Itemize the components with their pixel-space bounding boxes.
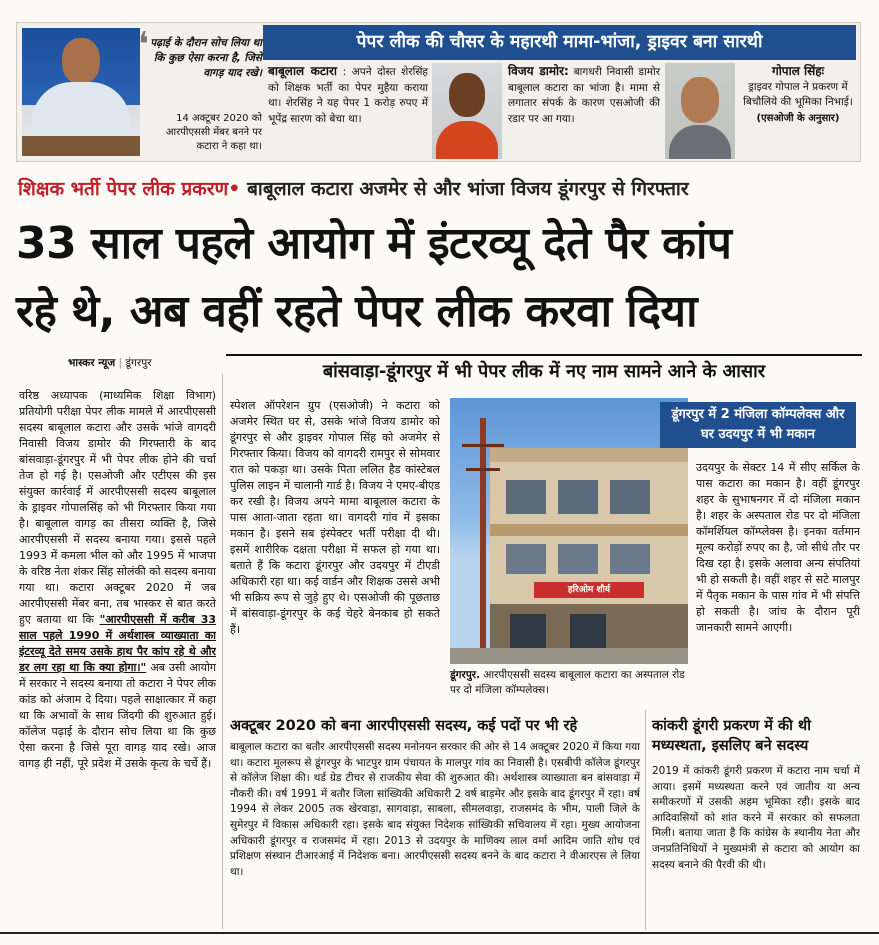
col1-paragraph: अब उसी आयोग में सरकार ने सदस्य बनाया तो कटारा ने पेपर लीक कांड को अंजाम दे दिया। पहले साक्षात्कार में कहा था कि अभावों के साथ जिंदगी की शुरुआत हुई। कॉलेज पढ़ाई के दौरान सोच लिया था कि कुछ ऐसा करना है जिसे पूरा वागड़ याद रखे। आज वागड़ ही नहीं, पूरे प्रदेश में उसके कृत्य के चर्चे हैं। <box>19 661 216 770</box>
pull-quote: "आरपीएससी में करीब 33 साल पहले 1990 में अर्थशास्त्र व्याख्याता का इंटरव्यू देते समय उसके हाथ पैर कांप रहे थे और डर लग रहा था कि क्या होगा।" <box>19 613 216 674</box>
gopal-photo <box>665 63 735 159</box>
building-photo <box>450 398 688 664</box>
sub-headline: बांसवाड़ा-डूंगरपुर में भी पेपर लीक में नए नाम सामने आने के आसार <box>226 354 862 388</box>
profile-text: अपने दोस्त शेरसिंह को शिक्षक भर्ती का पेपर मुहैया कराया था। शेरसिंह ने यह पेपर 1 करोड़ रुपए में भूपेंद्र सारण को बेचा था। <box>268 66 428 125</box>
box1-text: बाबूलाल कटारा का बतौर आरपीएससी सदस्य मनोनयन सरकार की ओर से 14 अक्टूबर 2020 में किया गया था। कटारा मूलरूप से डूंगरपुर के भाटपुर ग्राम पंचायत के मालपुर गांव का निवासी है। एसबीपी कॉलेज डूंगरपुर से कॉलेज शिक्षा की। थर्ड ग्रेड टीचर से राजकीय सेवा की शुरुआत की। अर्थशास्त्र व्याख्याता बन बांसवाड़ा में नौकरी की। वर्ष 1991 में बतौर जिला सांख्यिकी अधिकारी 2 वर्ष बाड़मेर और इसके बाद डूंगरपुर में रहा। वर्ष 1994 से लेकर 2005 तक खेरवाड़ा, सागवाड़ा, साबला, सीमलवाड़ा, राजसमंद के भीम, पाली जिले के सुमेरपुर में विकास अधिकारी रहा। इसके बाद संयुक्त निदेशक सांख्यिकी सचिवालय में रहा। मुख्य आयोजना अधिकारी डूंगरपुर व राजसमंद में रहा। 2013 से उदयपुर के माणिक्य लाल वर्मा आदिम जाति शोध एवं प्रशिक्षण संस्थान टीआरआई में निदेशक बना। आरपीएससी सदस्य बनने के बाद कटारा ने वीआरएस ले लिया था। <box>230 741 640 878</box>
right-col-article: उदयपुर के सेक्टर 14 में सीए सर्किल के पास कटारा का मकान है। वहीं डूंगरपुर शहर के सुभाषनगर में दो मंजिला मकान है। शहर के अस्पताल रोड पर दो मंजिला कॉमर्शियल कॉम्प्लेक्स है। इनका वर्तमान मूल्य करोड़ों रुपए का है, जो सीधे तौर पर दिख रहा है। इसके अलावा अन्य संपतियां भी हो सकती है। वहीं शहर से सटे मालपुर में पैतृक मकान के पास गांव में भी संपत्ति हो सकती है। जांच के दौरान पूरी जानकारी सामने आएगी। <box>696 461 860 634</box>
profile-babulal: बाबूलाल कटारा : अपने दोस्त शेरसिंह को शिक्षक भर्ती का पेपर मुहैया कराया था। शेरसिंह ने यह पेपर 1 करोड़ रुपए में भूपेंद्र सारण को बेचा था। <box>268 64 428 125</box>
kicker-label: शिक्षक भर्ती पेपर लीक प्रकरण <box>18 178 229 200</box>
profile-name: गोपाल सिंहः <box>771 64 825 78</box>
banner-title: पेपर लीक की चौसर के महारथी मामा-भांजा, ड्राइवर बना सारथी <box>263 25 856 60</box>
caption-place: डूंगरपुर. <box>450 669 481 681</box>
kicker-bullet: • <box>228 178 241 200</box>
profile-note: (एसओजी के अनुसार) <box>756 112 840 124</box>
profile-text: बागधरी निवासी डामोर बाबूलाल कटारा का भांजा है। मामा से लगातार संपर्क के कारण एसओजी की रडार पर आ गया। <box>508 66 661 125</box>
caption-text: आरपीएससी सदस्य बाबूलाल कटारा का अस्पताल रोड पर दो मंजिला कॉम्पलेक्स। <box>450 669 685 696</box>
byline-source: भास्कर न्यूज <box>68 357 116 369</box>
kicker <box>18 172 868 206</box>
column-rule <box>645 710 646 930</box>
top-quote-attribution: 14 अक्टूबर 2020 को आरपीएससी मेंबर बनने पर कटारा ने कहा था। <box>165 113 262 152</box>
headline-line2: रहे थे, अब वहीं रहते पेपर लीक करवा दिया <box>16 286 697 337</box>
vijay-photo <box>432 63 502 159</box>
top-quote: पढ़ाई के दौरान सोच लिया था कि कुछ ऐसा करना है, जिसे वागड़ याद रखे। <box>150 37 262 79</box>
profile-name: बाबूलाल कटारा <box>268 64 338 78</box>
bottom-divider <box>0 932 879 934</box>
quote-mark-icon: ❛ <box>138 25 149 65</box>
box2-title: कांकरी डूंगरी प्रकरण में की थी मध्यस्थता, इसलिए बने सदस्य <box>652 718 811 754</box>
byline-place: डूंगरपुर <box>125 357 152 369</box>
headline-line1: 33 साल पहले आयोग में इंटरव्यू देते पैर कांप <box>16 218 732 269</box>
profile-name: विजय डामोर: <box>508 64 569 78</box>
box1-title: अक्टूबर 2020 को बना आरपीएससी सदस्य, कई पदों पर भी रहे <box>230 718 578 734</box>
photo-tag: डूंगरपुर में 2 मंजिला कॉम्पलेक्स और घर उदयपुर में भी मकान <box>660 402 856 448</box>
byline <box>68 356 152 370</box>
col2-article: स्पेशल ऑपरेशन ग्रुप (एसओजी) ने कटारा को अजमेर स्थित घर से, उसके भांजे विजय डामोर को डूंगरपुर से और ड्राइवर गोपाल सिंह को अजमेर से गिरफ्तार किया। विजय को वागदरी रामपुर से सोमवार रात को पकड़ा था। उसके पिता ललित हैड कांस्टेबल पुलिस लाइन में चालानी गार्ड है। विजय ने एमए-बीएड कर रखी है। विजय अपने मामा बाबूलाल कटारा के पास आता-जाता रहता था। वागदरी गांव में इसका मकान है। इसने सब इंस्पेक्टर भर्ती परीक्षा दी थी। इसमें शारीरिक दक्षता परीक्षा में सफल हो गया था। बताते हैं कि कटारा डूंगरपुर और उदयपुर में टीएडी अधिकारी रहा था। कई वार्डन और शिक्षक उससे अभी भी सक्रिय रूप से जुड़े हुए थे। एसओजी की पूछताछ में बांसवाड़ा-डूंगरपुर के कई चेहरे बेनकाब हो सकते हैं। <box>230 399 440 636</box>
box2-text: 2019 में कांकरी डूंगरी प्रकरण में कटारा नाम चर्चा में आया। इसमें मध्यस्थता करने एवं जातीय या अन्य समीकरणों में उसकी अहम भूमिका रही। इसके बाद आदिवासियों को शांत करने में सरकार को सफलता मिली। बताया जाता है कि कांग्रेस के स्थानीय नेता और जनप्रतिनिधियों ने मुख्यमंत्री से कटारा को आयोग का सदस्य बनाने की पैरवी की थी। <box>652 765 860 871</box>
profile-vijay <box>508 64 660 127</box>
byline-separator: | <box>115 357 126 369</box>
profile-text: ड्राइवर गोपाल ने प्रकरण में बिचौलिये की भूमिका निभाई। <box>743 80 853 108</box>
col1-article <box>19 388 216 928</box>
shop-sign: हरिओम शौर्य <box>534 582 644 598</box>
kicker-text: बाबूलाल कटारा अजमेर से और भांजा विजय डूंगरपुर से गिरफ्तार <box>247 178 689 200</box>
photo-caption <box>450 668 690 698</box>
column-rule <box>222 374 223 929</box>
profile-gopal <box>742 64 854 126</box>
col1-paragraph: वरिष्ठ अध्यापक (माध्यमिक शिक्षा विभाग) प्रतियोगी परीक्षा पेपर लीक मामले में आरपीएससी सदस्य बाबूलाल कटारा और उसके भांजे वागदरी निवासी विजय डामोर की गिरफ्तारी के बाद बांसवाड़ा-डूंगरपुर में भी पेपर लीक होने की चर्चा तेज हो गई है। एसओजी और एटीएस की इस संयुक्त कार्रवाई में आरपीएससी सदस्य बाबूलाल के ड्राइवर गोपालसिंह को भी गिरफ्तार किया गया है। बाबूलाल वागड़ का तीसरा व्यक्ति है, जिसे आरपीएससी में सदस्य बनाया गया। इससे पहले 1993 में कमला भील को और 1995 में भाजपा के वरिष्ठ नेता शंकर सिंह सोलंकी को सदस्य बनाया गया था। कटारा अक्टूबर 2020 में जब आरपीएससी मेंबर बना, तब भास्कर से बात करते हुए बताया था कि <box>19 389 216 626</box>
katara-photo <box>22 28 140 156</box>
